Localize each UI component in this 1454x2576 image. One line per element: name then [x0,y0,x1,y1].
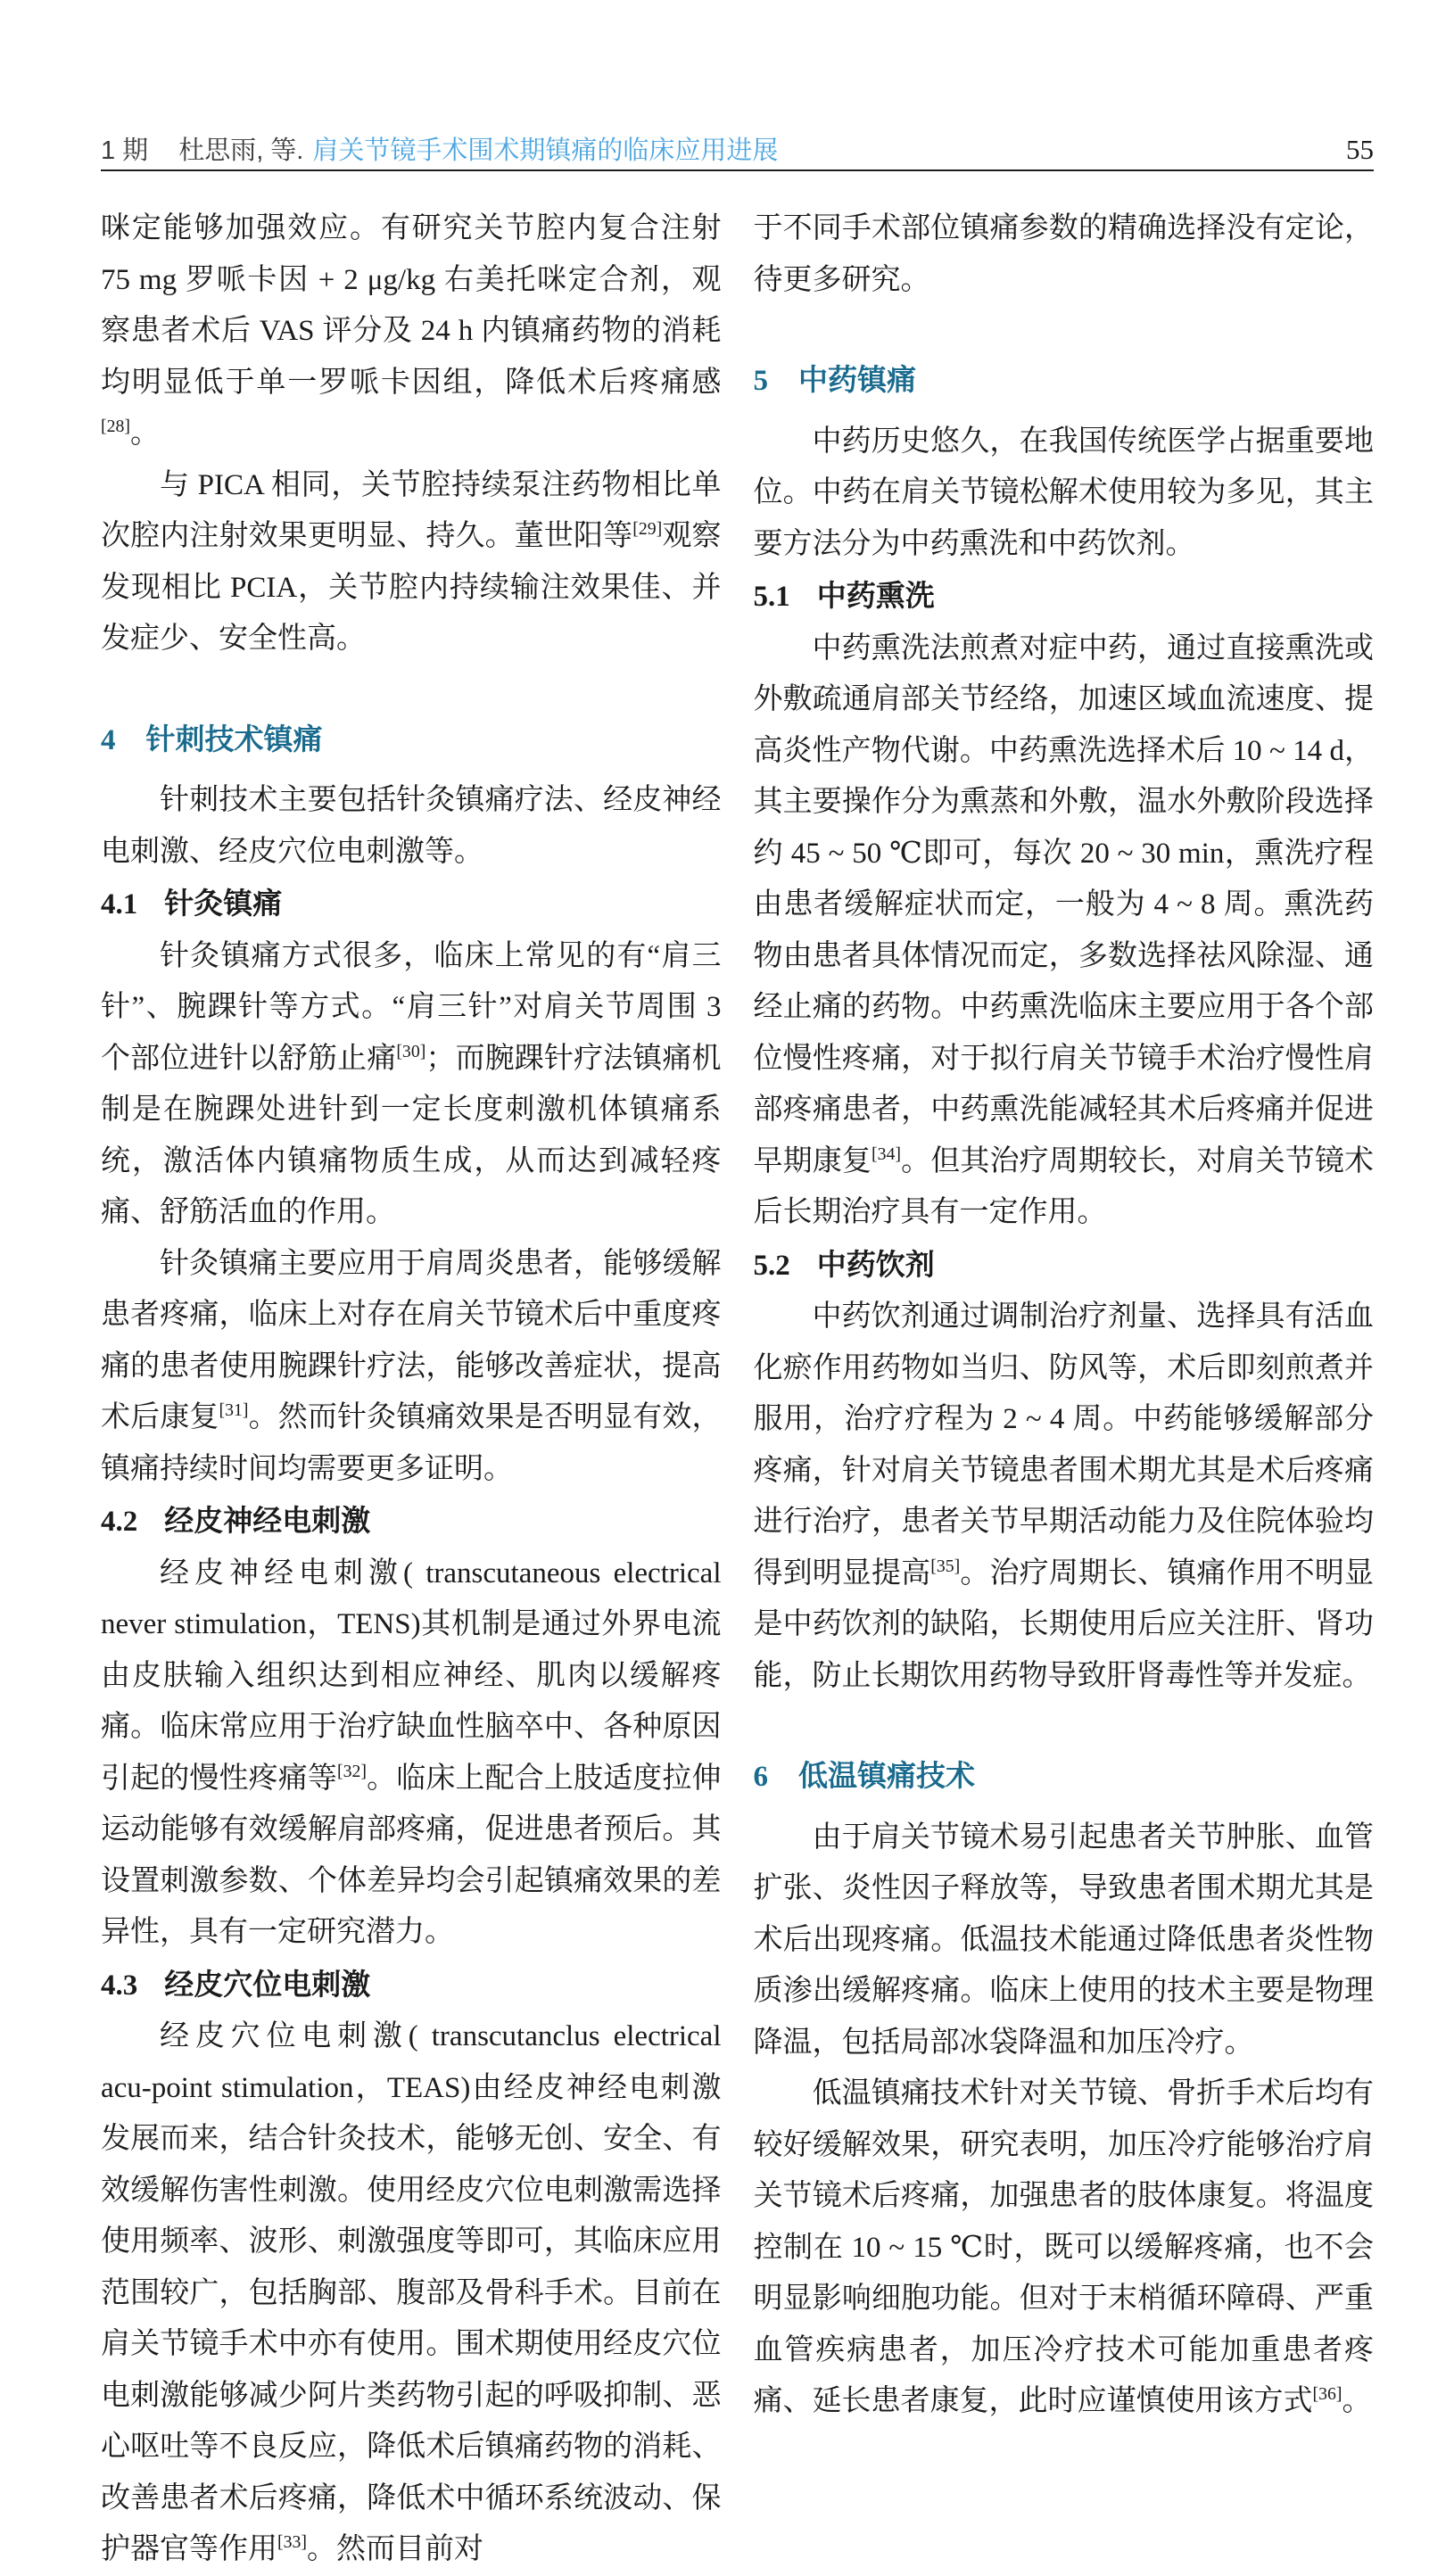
paragraph: 中药历史悠久，在我国传统医学占据重要地位。中药在肩关节镜松解术使用较为多见，其主要方法分为中药熏洗和中药饮剂。 [753,425,1374,560]
running-authors: 杜思雨, 等. [178,136,304,165]
paragraph: 中药饮剂通过调制治疗剂量、选择具有活血化瘀作用药物如当归、防风等，术后即刻煎煮并服用，治疗疗程为 2 ~ 4 周。中药能够缓解部分疼痛，针对肩关节镜患者围术期尤其是术后疼痛进行治疗，患者关节早期活动能力及住院体验均得到明显提高[35]。治疗周期长、镇痛作用不明显是中药饮剂的缺陷，长期使用后应关注肝、肾功能，防止长期饮用药物导致肝肾毒性等并发症。 [753,1300,1375,1692]
reference-marker: [34] [872,1144,901,1164]
paragraph-continuation: 于不同手术部位镇痛参数的精确选择没有定论，待更多研究。 [753,212,1374,296]
reference-marker: [32] [337,1761,367,1781]
running-header-left [101,130,778,167]
two-column-body [101,203,1375,2565]
subsection-heading [754,570,1375,623]
subsection-heading [754,1239,1375,1292]
heading-number: 4.1 [101,888,138,921]
reference-marker: [36] [1312,2384,1342,2404]
heading-number: 5.1 [753,581,790,613]
reference-marker: [28] [101,417,130,436]
section-heading [754,1750,1375,1804]
heading-number: 4.3 [101,1969,138,2002]
heading-title: 中药熏洗 [816,579,935,612]
heading-number: 5.2 [753,1249,790,1282]
section-heading [101,714,722,767]
paragraph: 低温镇痛技术针对关节镜、骨折手术后均有较好缓解效果，研究表明，加压冷疗能够治疗肩关节镜术后疼痛，加强患者的肢体康复。将温度控制在 10 ~ 15 ℃时，既可以缓解疼痛，也不会明显影响细胞功能。但对于末梢循环障碍、严重血管疾病患者，加压冷疗技术可能加重患者疼痛、延长患者康复，此时应谨慎使用该方式[36]。 [753,2077,1374,2417]
paragraph: 针刺技术主要包括针灸镇痛疗法、经皮神经电刺激、经皮穴位电刺激等。 [101,784,722,868]
reference-marker: [29] [632,519,663,539]
paragraph: 与 PICA 相同，关节腔持续泵注药物相比单次腔内注射效果更明显、持久。董世阳等[29]观察发现相比 PCIA，关节腔内持续输注效果佳、并发症少、安全性高。 [101,468,722,655]
heading-number: 5 [753,365,768,397]
reference-marker: [33] [277,2532,307,2552]
paragraph: 由于肩关节镜术易引起患者关节肿胀、血管扩张、炎性因子释放等，导致患者围术期尤其是术后出现疼痛。低温技术能通过降低患者炎性物质渗出缓解疼痛。临床上使用的技术主要是物理降温，包括局部冰袋降温和加压冷疗。 [753,1821,1374,2059]
heading-number: 4 [101,723,116,756]
paragraph: 经皮神经电刺激( transcutaneous electrical never stimulation，TENS)其机制是通过外界电流由皮肤输入组织达到相应神经、肌肉以缓解疼痛。临床常应用于治疗缺血性脑卒中、各种原因引起的慢性疼痛等[32]。临床上配合上肢适度拉伸运动能够有效缓解肩部疼痛，促进患者预后。其设置刺激参数、个体差异均会引起镇痛效果的差异性，具有一定研究潜力。 [101,1556,722,1948]
reference-marker: [30] [396,1041,426,1061]
reference-marker: [31] [219,1400,249,1420]
page-number: 55 [1346,134,1374,165]
header-rule [101,169,1374,171]
heading-title: 经皮神经电刺激 [164,1504,371,1537]
reference-marker: [35] [930,1556,961,1576]
heading-title: 针刺技术镇痛 [145,722,323,755]
left-column [101,203,722,2565]
section-heading [754,354,1375,408]
paragraph: 中药熏洗法煎煮对症中药，通过直接熏洗或外敷疏通肩部关节经络，加速区域血流速度、提高炎性产物代谢。中药熏洗选择术后 10 ~ 14 d，其主要操作分为熏蒸和外敷，温水外敷阶段选择约 45 ~ 50 ℃即可，每次 20 ~ 30 min，熏洗疗程由患者缓解症状而定，一般为 4 ~ 8 周。熏洗药物由患者具体情况而定，多数选择祛风除湿、通经止痛的药物。中药熏洗临床主要应用于各个部位慢性疼痛，对于拟行肩关节镜手术治疗慢性肩部疼痛患者，中药熏洗能减轻其术后疼痛并促进早期康复[34]。但其治疗周期较长，对肩关节镜术后长期治疗具有一定作用。 [753,632,1375,1228]
heading-number: 4.2 [101,1506,138,1538]
heading-title: 针灸镇痛 [164,887,283,920]
running-header [101,130,1374,167]
heading-number: 6 [753,1761,768,1793]
paragraph: 经皮穴位电刺激( transcutanclus electrical acu-point stimulation，TEAS)由经皮神经电刺激发展而来，结合针灸技术，能够无创、安全、有效缓解伤害性刺激。使用经皮穴位电刺激需选择使用频率、波形、刺激强度等即可，其临床应用范围较广，包括胸部、腹部及骨科手术。目前在肩关节镜手术中亦有使用。围术期使用经皮穴位电刺激能够减少阿片类药物引起的呼吸抑制、恶心呕吐等不良反应，降低术后镇痛药物的消耗、改善患者术后疼痛，降低术中循环系统波动、保护器官等作用[33]。然而目前对 [101,2020,722,2565]
subsection-heading [101,1495,722,1548]
paragraph: 针灸镇痛主要应用于肩周炎患者，能够缓解患者疼痛，临床上对存在肩关节镜术后中重度疼痛的患者使用腕踝针疗法，能够改善症状，提高术后康复[31]。然而针灸镇痛效果是否明显有效，镇痛持续时间均需要更多证明。 [101,1247,722,1485]
paragraph: 针灸镇痛方式很多，临床上常见的有“肩三针”、腕踝针等方式。“肩三针”对肩关节周围 3 个部位进针以舒筋止痛[30]；而腕踝针疗法镇痛机制是在腕踝处进针到一定长度刺激机体镇痛系统，激活体内镇痛物质生成，从而达到减轻疼痛、舒筋活血的作用。 [101,939,722,1228]
heading-title: 中药镇痛 [798,363,916,396]
right-column [753,203,1375,2417]
heading-title: 低温镇痛技术 [798,1759,975,1792]
heading-title: 经皮穴位电刺激 [164,1967,371,2001]
subsection-heading [101,1959,722,2012]
heading-title: 中药饮剂 [816,1247,935,1281]
running-title: 肩关节镜手术围术期镇痛的临床应用进展 [312,136,779,165]
paragraph-continuation: 咪定能够加强效应。有研究关节腔内复合注射 75 mg 罗哌卡因 + 2 μg/kg 右美托咪定合剂，观察患者术后 VAS 评分及 24 h 内镇痛药物的消耗均明显低于单一罗哌卡因组，降低术后疼痛感[28]。 [101,212,722,450]
journal-issue: 1 期 [101,136,149,165]
subsection-heading [101,878,722,931]
